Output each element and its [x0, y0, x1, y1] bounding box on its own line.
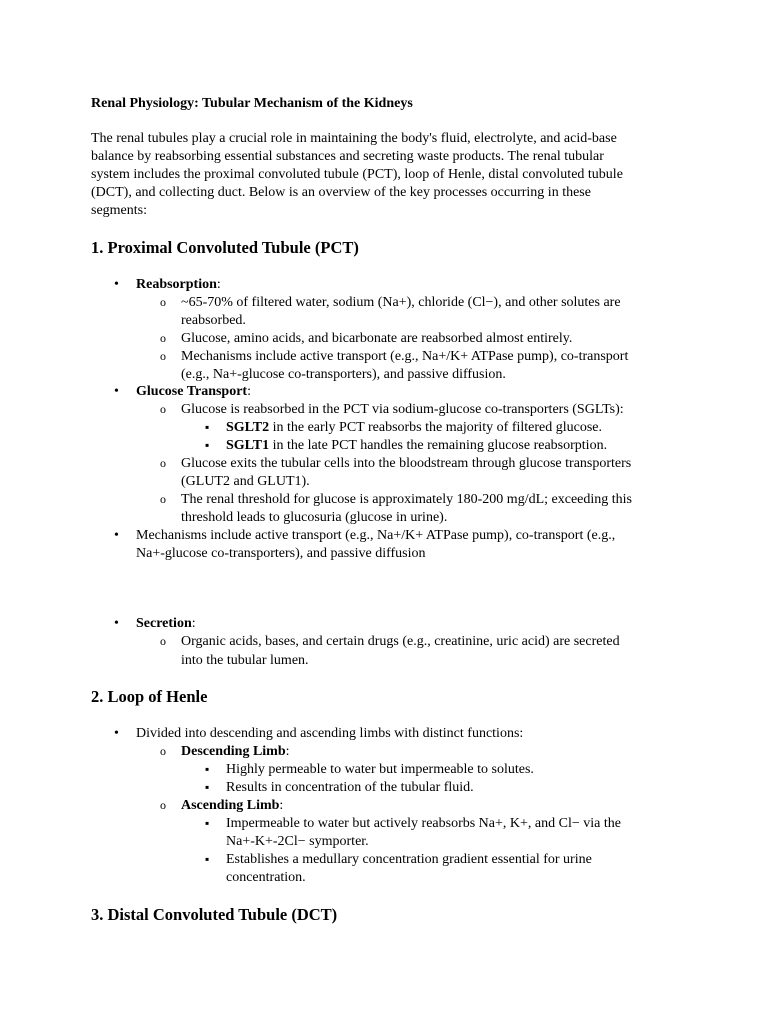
- sglt1-text: in the late PCT handles the remaining glucose reabsorption.: [269, 438, 608, 453]
- bullet-circle: [160, 491, 166, 508]
- glucose-line: Glucose exits the tubular cells into the bloodstream through glucose transporters: [181, 456, 632, 471]
- ascending-line: Na+-K+-2Cl− symporter.: [226, 834, 369, 849]
- colon: :: [191, 616, 196, 631]
- reabsorption-line: ~65-70% of filtered water, sodium (Na+), chloride (Cl−), and other solutes are: [181, 295, 621, 310]
- bullet-disc: [114, 276, 119, 293]
- bullet-disc: [114, 383, 119, 400]
- ascending-line: concentration.: [226, 870, 306, 885]
- bullet-circle: [160, 633, 166, 650]
- bullet-disc: [114, 725, 119, 742]
- glucose-line: Glucose is reabsorbed in the PCT via sodium-glucose co-transporters (SGLTs):: [181, 402, 624, 417]
- document-title: Renal Physiology: Tubular Mechanism of the Kidneys: [91, 96, 413, 111]
- descending-line: Highly permeable to water but impermeable to solutes.: [226, 762, 534, 777]
- sglt2-label: SGLT2: [226, 420, 270, 435]
- secretion-line: into the tubular lumen.: [181, 653, 309, 668]
- loop-heading: 2. Loop of Henle: [91, 687, 208, 706]
- descending-limb-label: Descending Limb: [181, 744, 286, 759]
- bullet-circle: [160, 348, 166, 365]
- reabsorption-item: [136, 276, 221, 293]
- pct-heading: 1. Proximal Convoluted Tubule (PCT): [91, 238, 359, 257]
- intro-line-1: The renal tubules play a crucial role in maintaining the body's fluid, electrolyte, and acid-base: [91, 131, 617, 146]
- secretion-item: [136, 615, 196, 632]
- colon: :: [285, 744, 290, 759]
- colon: :: [279, 798, 284, 813]
- reabsorption-line: reabsorbed.: [181, 313, 246, 328]
- reabsorption-line: Mechanisms include active transport (e.g., Na+/K+ ATPase pump), co-transport: [181, 349, 629, 364]
- bullet-square: [205, 815, 209, 832]
- secretion-line: Organic acids, bases, and certain drugs (e.g., creatinine, uric acid) are secreted: [181, 634, 620, 649]
- sglt1-label: SGLT1: [226, 438, 270, 453]
- intro-line-2: balance by reabsorbing essential substances and secreting waste products. The renal tubular: [91, 149, 604, 164]
- sglt2-line: [226, 419, 602, 436]
- reabsorption-line: (e.g., Na+-glucose co-transporters), and passive diffusion.: [181, 367, 506, 382]
- glucose-transport-label: Glucose Transport: [136, 384, 248, 399]
- secretion-label: Secretion: [136, 616, 192, 631]
- glucose-transport-item: [136, 383, 251, 400]
- mechanisms-line: Na+-glucose co-transporters), and passive diffusion: [136, 546, 426, 561]
- bullet-square: [205, 779, 209, 796]
- colon: :: [247, 384, 251, 399]
- dct-heading: 3. Distal Convoluted Tubule (DCT): [91, 905, 338, 924]
- bullet-square: [205, 851, 209, 868]
- sglt1-line: [226, 437, 607, 454]
- bullet-square: [205, 419, 209, 436]
- bullet-disc: [114, 615, 119, 632]
- intro-line-5: segments:: [91, 203, 147, 218]
- bullet-circle: [160, 294, 166, 311]
- glucose-line: threshold leads to glucosuria (glucose in urine).: [181, 510, 448, 525]
- glucose-line: (GLUT2 and GLUT1).: [181, 474, 310, 489]
- bullet-circle: [160, 401, 166, 418]
- ascending-line: Impermeable to water but actively reabsorbs Na+, K+, and Cl− via the: [226, 816, 621, 831]
- glucose-line: The renal threshold for glucose is approximately 180-200 mg/dL; exceeding this: [181, 492, 632, 507]
- bullet-square: [205, 437, 209, 454]
- bullet-square: [205, 761, 209, 778]
- bullet-circle: [160, 455, 166, 472]
- bullet-circle: [160, 797, 166, 814]
- reabsorption-line: Glucose, amino acids, and bicarbonate are reabsorbed almost entirely.: [181, 331, 573, 346]
- ascending-line: Establishes a medullary concentration gradient essential for urine: [226, 852, 592, 867]
- descending-limb-item: [181, 743, 290, 760]
- ascending-limb-label: Ascending Limb: [181, 798, 280, 813]
- sglt2-text: in the early PCT reabsorbs the majority of filtered glucose.: [269, 420, 603, 435]
- colon: :: [216, 277, 221, 292]
- ascending-limb-item: [181, 797, 283, 814]
- bullet-disc: [114, 527, 119, 544]
- loop-intro: Divided into descending and ascending limbs with distinct functions:: [136, 726, 524, 741]
- reabsorption-label: Reabsorption: [136, 277, 217, 292]
- intro-line-3: system includes the proximal convoluted tubule (PCT), loop of Henle, distal convoluted tubule: [91, 167, 623, 182]
- descending-line: Results in concentration of the tubular fluid.: [226, 780, 474, 795]
- mechanisms-line: Mechanisms include active transport (e.g., Na+/K+ ATPase pump), co-transport (e.g.,: [136, 528, 616, 543]
- bullet-circle: [160, 743, 166, 760]
- intro-line-4: (DCT), and collecting duct. Below is an overview of the key processes occurring in these: [91, 185, 591, 200]
- bullet-circle: [160, 330, 166, 347]
